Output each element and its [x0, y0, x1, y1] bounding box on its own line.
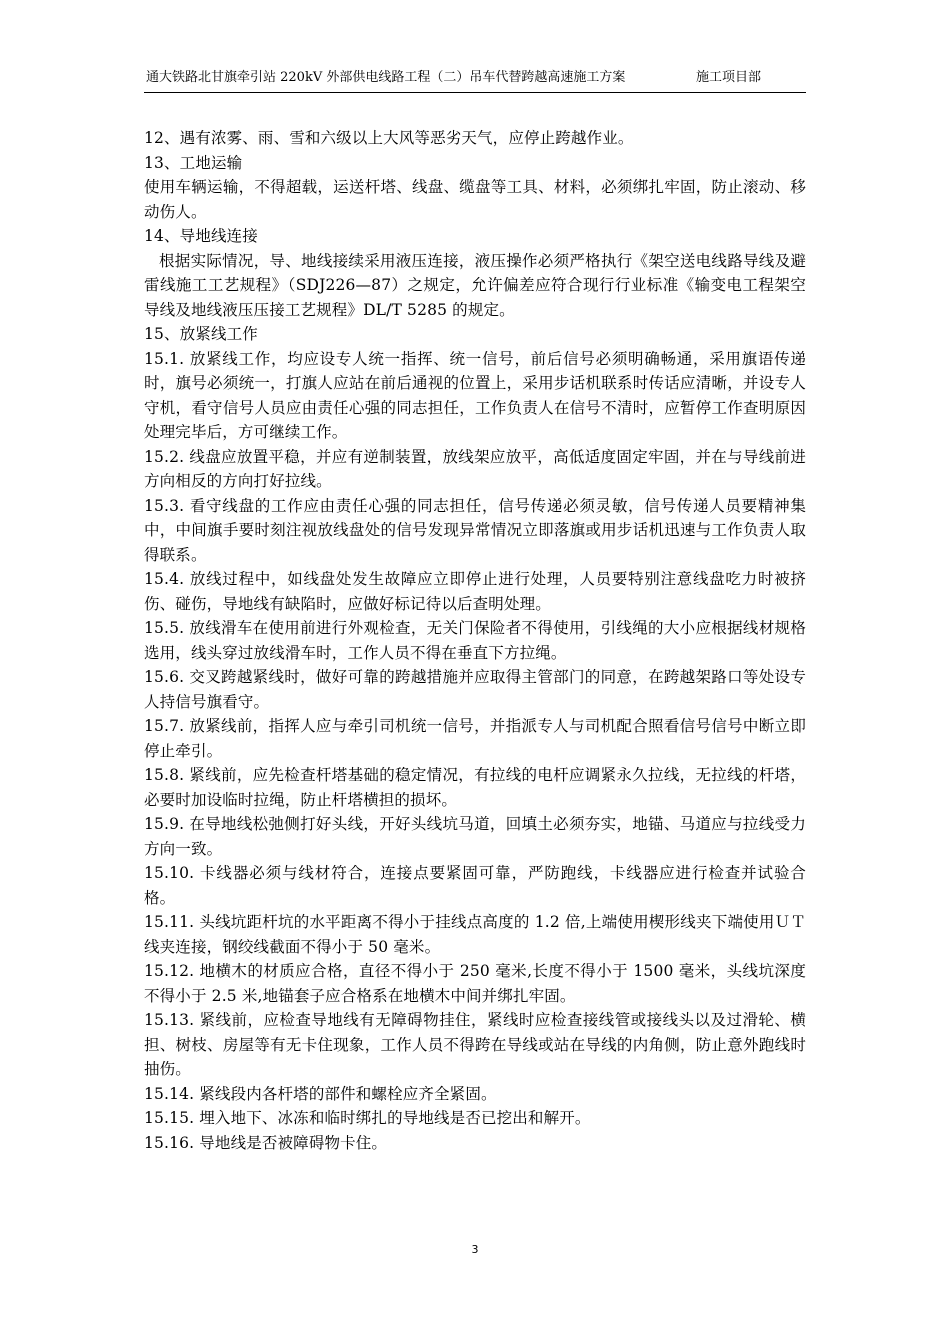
paragraph: 使用车辆运输，不得超载，运送杆塔、线盘、缆盘等工具、材料，必须绑扎牢固，防止滚动、移动伤人。: [144, 178, 806, 221]
section-heading: 13、工地运输: [144, 153, 243, 172]
header-title: 通大铁路北甘旗牵引站 220kV 外部供电线路工程（二）吊车代替跨越高速施工方案: [146, 70, 626, 85]
header-department: 施工项目部: [696, 70, 762, 85]
page-number: 3: [471, 1243, 479, 1256]
paragraph: 15.16. 导地线是否被障碍物卡住。: [144, 1133, 388, 1152]
paragraph: 根据实际情况，导、地线接续采用液压连接，液压操作必须严格执行《架空送电线路导线及避雷线施工工艺规程》（SDJ226—87）之规定，允许偏差应符合现行行业标准《输变电工程架空导线及地线液压压接工艺规程》DL/T 5285 的规定。: [144, 251, 806, 319]
paragraph: 15.3. 看守线盘的工作应由责任心强的同志担任，信号传递必须灵敏，信号传递人员要精神集中，中间旗手要时刻注视放线盘处的信号发现异常情况立即落旗或用步话机迅速与工作负责人取得联系。: [144, 496, 806, 564]
paragraph: 15.12. 地横木的材质应合格，直径不得小于 250 毫米,长度不得小于 1500 毫米，头线坑深度不得小于 2.5 米,地锚套子应合格系在地横木中间并绑扎牢固。: [144, 962, 806, 1005]
paragraph: 15.5. 放线滑车在使用前进行外观检查，无关门保险者不得使用，引线绳的大小应根据线材规格选用，线头穿过放线滑车时，工作人员不得在垂直下方拉绳。: [144, 619, 806, 662]
paragraph: 15.10. 卡线器必须与线材符合，连接点要紧固可靠，严防跑线，卡线器应进行检查并试验合格。: [144, 864, 806, 907]
paragraph: 12、遇有浓雾、雨、雪和六级以上大风等恶劣天气，应停止跨越作业。: [144, 129, 634, 147]
section-heading: 15、放紧线工作: [144, 325, 258, 343]
document-body: [144, 126, 806, 1155]
section-heading: 14、导地线连接: [144, 227, 258, 245]
paragraph: 15.4. 放线过程中，如线盘处发生故障应立即停止进行处理，人员要特别注意线盘吃力时被挤伤、碰伤，导地线有缺陷时，应做好标记待以后查明处理。: [144, 570, 806, 613]
paragraph: 15.2. 线盘应放置平稳，并应有逆制装置，放线架应放平，高低适度固定牢固，并在与导线前进方向相反的方向打好拉线。: [144, 447, 806, 490]
page-header: [144, 70, 806, 93]
paragraph: 15.8. 紧线前，应先检查杆塔基础的稳定情况，有拉线的电杆应调紧永久拉线，无拉线的杆塔，必要时加设临时拉绳，防止杆塔横担的损坏。: [144, 766, 806, 809]
paragraph: 15.9. 在导地线松弛侧打好头线，开好头线坑马道，回填土必须夯实，地锚、马道应与拉线受力方向一致。: [144, 815, 806, 858]
paragraph: 15.1. 放紧线工作，均应设专人统一指挥、统一信号，前后信号必须明确畅通，采用旗语传递时，旗号必须统一，打旗人应站在前后通视的位置上，采用步话机联系时传话应清晰，并设专人守机，看守信号人员应由责任心强的同志担任，工作负责人在信号不清时，应暂停工作查明原因处理完毕后，方可继续工作。: [144, 349, 806, 441]
paragraph: 15.15. 埋入地下、冰冻和临时绑扎的导地线是否已挖出和解开。: [144, 1109, 591, 1127]
paragraph: 15.11. 头线坑距杆坑的水平距离不得小于挂线点高度的 1.2 倍,上端使用楔形线夹下端使用ＵＴ线夹连接，钢绞线截面不得小于 50 毫米。: [144, 913, 806, 956]
paragraph: 15.6. 交叉跨越紧线时，做好可靠的跨越措施并应取得主管部门的同意，在跨越架路口等处设专人持信号旗看守。: [144, 668, 806, 711]
paragraph: 15.13. 紧线前，应检查导地线有无障碍物挂住，紧线时应检查接线管或接线头以及过滑轮、横担、树枝、房屋等有无卡住现象，工作人员不得跨在导线或站在导线的内角侧，防止意外跑线时抽伤。: [144, 1011, 806, 1078]
paragraph: 15.7. 放紧线前，指挥人应与牵引司机统一信号，并指派专人与司机配合照看信号信号中断立即停止牵引。: [144, 717, 806, 760]
paragraph: 15.14. 紧线段内各杆塔的部件和螺栓应齐全紧固。: [144, 1084, 497, 1103]
